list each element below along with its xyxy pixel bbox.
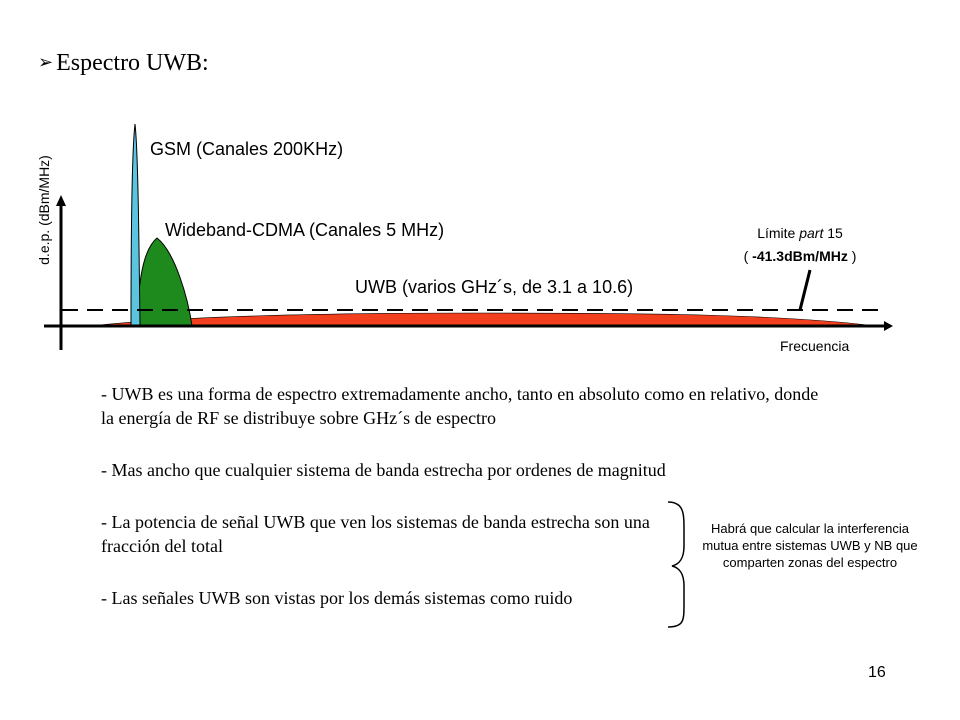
gsm-label: GSM (Canales 200KHz) xyxy=(150,139,344,159)
limit-label-line1 xyxy=(698,225,902,241)
limit-label-prefix: Límite xyxy=(757,225,800,241)
side-note: Habrá que calcular la interferencia mutua entre sistemas UWB y NB que comparten zonas del espectro xyxy=(702,521,918,570)
gsm-spectrum-shape xyxy=(131,124,140,326)
limit-label-line2 xyxy=(698,248,902,264)
limit-label-suffix: 15 xyxy=(823,225,843,241)
limit-value: -41.3dBm/MHz xyxy=(752,248,848,264)
uwb-label: UWB (varios GHz´s, de 3.1 a 10.6) xyxy=(355,277,634,297)
limit-close-paren: ) xyxy=(847,248,857,264)
x-axis-arrow-icon xyxy=(884,321,893,331)
bullet-paragraph-1: - UWB es una forma de espectro extremadamente ancho, tanto en absoluto como en relativo, donde la energía de RF se distribuye sobre GHz´s de espectro xyxy=(101,384,819,428)
uwb-spectrum-shape xyxy=(90,313,876,326)
slide-title-text: Espectro UWB: xyxy=(56,50,209,76)
limit-label-italic: part xyxy=(799,225,824,241)
wcdma-label: Wideband-CDMA (Canales 5 MHz) xyxy=(165,220,445,240)
y-axis-label: d.e.p. (dBm/MHz) xyxy=(36,155,52,265)
wcdma-spectrum-shape xyxy=(137,238,192,326)
limit-open-paren: ( xyxy=(743,248,753,264)
bullet-paragraph-4: - Las señales UWB son vistas por los demás sistemas como ruido xyxy=(101,588,573,608)
y-axis-arrow-icon xyxy=(56,195,66,206)
page-number: 16 xyxy=(868,664,886,681)
limit-pointer-line xyxy=(800,270,810,310)
bullet-paragraph-3: - La potencia de señal UWB que ven los sistemas de banda estrecha son una fracción del total xyxy=(101,512,650,556)
x-axis-label: Frecuencia xyxy=(780,338,850,354)
bullet-paragraph-2: - Mas ancho que cualquier sistema de banda estrecha por ordenes de magnitud xyxy=(101,460,666,480)
arrow-bullet-icon: ➢ xyxy=(38,52,54,72)
